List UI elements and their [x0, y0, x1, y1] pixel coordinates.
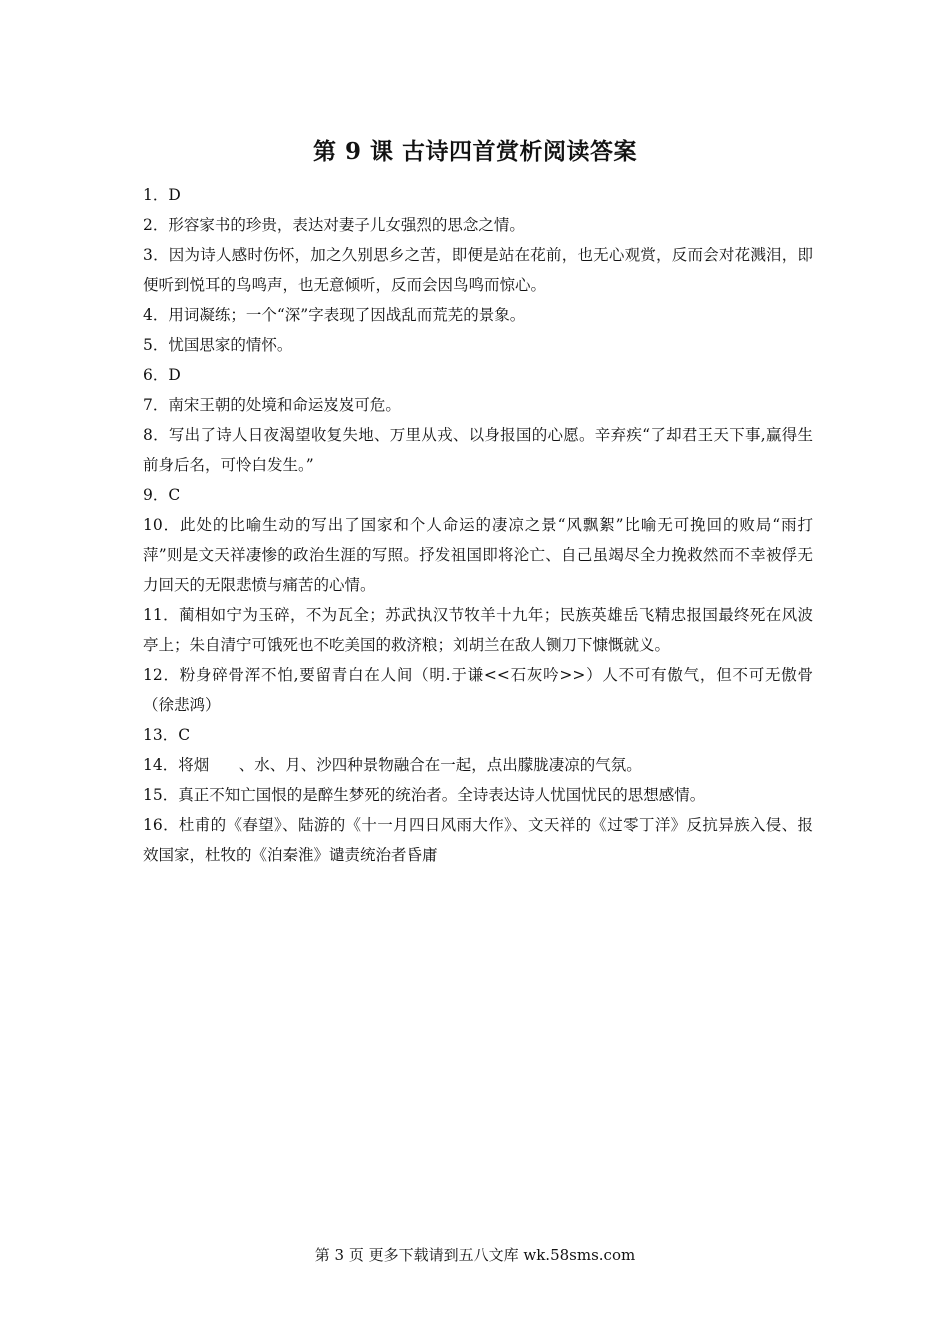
answer-item-4: 4．用词凝练；一个“深”字表现了因战乱而荒芜的景象。: [143, 306, 526, 324]
answer-item-6: 6．D: [143, 366, 181, 384]
answer-item-7: 7．南宋王朝的处境和命运岌岌可危。: [143, 396, 401, 414]
answer-item-11: 11．蔺相如宁为玉碎，不为瓦全；苏武执汉节牧羊十九年；民族英雄岳飞精忠报国最终死在风波亭上；朱自清宁可饿死也不吃美国的救济粮；刘胡兰在敌人铡刀下慷慨就义。: [143, 606, 813, 654]
answer-list: [143, 180, 813, 870]
answer-item-1: 1．D: [143, 186, 181, 204]
answer-item-2: 2．形容家书的珍贵，表达对妻子儿女强烈的思念之情。: [143, 216, 525, 234]
page-title: 第 9 课 古诗四首赏析阅读答案: [312, 138, 638, 165]
answer-item-14: 14．将烟 、水、月、沙四种景物融合在一起，点出朦胧凄凉的气氛。: [143, 756, 642, 774]
answer-item-3: 3．因为诗人感时伤怀，加之久别思乡之苦，即便是站在花前，也无心观赏，反而会对花溅泪，即便听到悦耳的鸟鸣声，也无意倾听，反而会因鸟鸣而惊心。: [143, 246, 813, 294]
page-footer: 第 3 页 更多下载请到五八文库 wk.58sms.com: [314, 1246, 636, 1264]
answer-item-8: 8．写出了诗人日夜渴望收复失地、万里从戎、以身报国的心愿。辛弃疾“了却君王天下事,赢得生前身后名，可怜白发生。”: [143, 426, 813, 474]
answer-item-12: 12．粉身碎骨浑不怕,要留青白在人间（明.于谦<<石灰吟>>）人不可有傲气，但不可无傲骨（徐悲鸿）: [143, 666, 813, 714]
answer-item-15: 15．真正不知亡国恨的是醉生梦死的统治者。全诗表达诗人忧国忧民的思想感情。: [143, 786, 706, 804]
answer-item-10: 10．此处的比喻生动的写出了国家和个人命运的凄凉之景“风飘絮”比喻无可挽回的败局“雨打萍”则是文天祥凄惨的政治生涯的写照。抒发祖国即将沦亡、自己虽竭尽全力挽救然而不幸被俘无力回天的无限悲愤与痛苦的心情。: [143, 516, 813, 594]
answer-item-13: 13．C: [143, 726, 191, 744]
answer-item-9: 9．C: [143, 486, 181, 504]
answer-item-16: 16．杜甫的《春望》、陆游的《十一月四日风雨大作》、文天祥的《过零丁洋》反抗异族入侵、报效国家，杜牧的《泊秦淮》谴责统治者昏庸: [143, 816, 813, 864]
answer-item-5: 5．忧国思家的情怀。: [143, 336, 293, 354]
